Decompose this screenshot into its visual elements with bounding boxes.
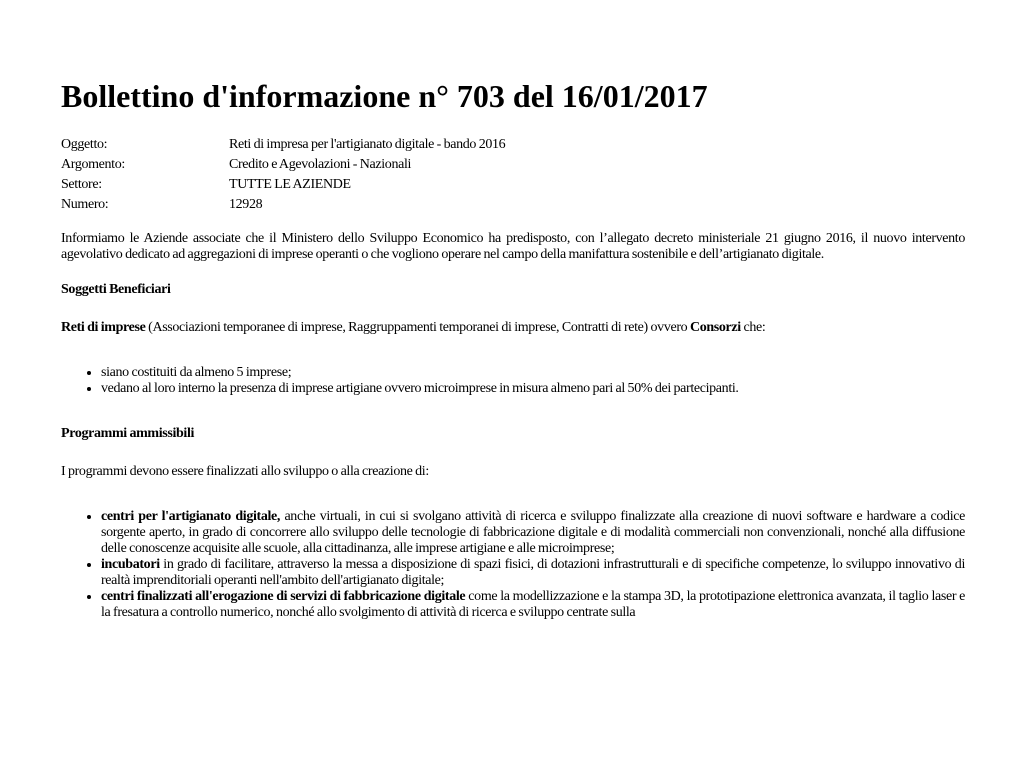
item-text: in grado di facilitare, attraverso la messa a disposizione di spazi fisici, di dotazioni infrastrutturali e di specifiche competenze, lo sviluppo innovativo di realtà imprenditoriali operanti nell'ambito dell'artigianato digitale; bbox=[101, 557, 965, 588]
page-title: Bollettino d'informazione n° 703 del 16/01/2017 bbox=[61, 78, 708, 114]
meta-label: Settore: bbox=[61, 177, 102, 192]
programmi-intro: I programmi devono essere finalizzati allo sviluppo o alla creazione di: bbox=[61, 464, 429, 479]
reti-label: Reti di imprese bbox=[61, 320, 146, 335]
reti-description: (Associazioni temporanee di imprese, Raggruppamenti temporanei di imprese, Contratti di rete) ovvero bbox=[145, 320, 690, 335]
beneficiari-paragraph bbox=[61, 320, 965, 336]
list-item: • siano costituiti da almeno 5 imprese; bbox=[101, 365, 965, 381]
meta-row-oggetto bbox=[61, 136, 505, 156]
list-item bbox=[101, 557, 965, 589]
list-item: • vedano al loro interno la presenza di imprese artigiane ovvero microimprese in misura almeno pari al 50% dei partecipanti. bbox=[101, 381, 965, 397]
section-heading-beneficiari: Soggetti Beneficiari bbox=[61, 282, 171, 297]
beneficiari-list bbox=[61, 365, 965, 397]
meta-value: Reti di impresa per l'artigianato digitale - bando 2016 bbox=[229, 137, 506, 152]
meta-label: Numero: bbox=[61, 197, 109, 212]
section-heading-programmi: Programmi ammissibili bbox=[61, 426, 195, 441]
item-text: anche virtuali, in cui si svolgano attività di ricerca e sviluppo finalizzate alla creazione di nuovi software e hardware a codice sorgente aperto, in grado di concorrere allo sviluppo delle tecnologie di fabbricazione digitale e di modalità commerciali non convenzionali, nonché alla diffusione delle conoscenze acquisite alle scuole, alla cittadinanza, alle imprese artigiane e alle microimprese; bbox=[101, 509, 965, 556]
meta-row-argomento bbox=[61, 156, 505, 176]
item-text: come la modellizzazione e la stampa 3D, la prototipazione elettronica avanzata, il taglio laser e la fresatura a controllo numerico, nonché allo svolgimento di attività di ricerca e sviluppo centrate sulla bbox=[101, 589, 966, 620]
meta-table bbox=[61, 136, 505, 216]
meta-value: Credito e Agevolazioni - Nazionali bbox=[229, 157, 412, 172]
meta-row-numero bbox=[61, 196, 505, 216]
meta-row-settore bbox=[61, 176, 505, 196]
consorzi-label: Consorzi bbox=[689, 320, 741, 335]
item-title: centri finalizzati all'erogazione di servizi di fabbricazione digitale bbox=[101, 589, 466, 604]
programmi-list bbox=[61, 509, 965, 621]
meta-value: TUTTE LE AZIENDE bbox=[229, 177, 351, 192]
list-item bbox=[101, 589, 965, 621]
consorzi-text: che: bbox=[740, 320, 766, 335]
item-title: centri per l'artigianato digitale, bbox=[101, 509, 281, 524]
document bbox=[61, 76, 965, 621]
intro-paragraph: Informiamo le Aziende associate che il Ministero dello Sviluppo Economico ha predisposto, con l’allegato decreto ministeriale 21 giugno 2016, il nuovo intervento agevolativo dedicato ad aggregazioni di imprese operanti o che vogliono operare nel campo della manifattura sostenibile e dell’artigianato digitale. bbox=[61, 231, 965, 262]
meta-label: Argomento: bbox=[61, 157, 125, 172]
list-item bbox=[101, 509, 965, 557]
item-title: incubatori bbox=[101, 557, 160, 572]
meta-label: Oggetto: bbox=[61, 137, 108, 152]
meta-value: 12928 bbox=[229, 197, 263, 212]
